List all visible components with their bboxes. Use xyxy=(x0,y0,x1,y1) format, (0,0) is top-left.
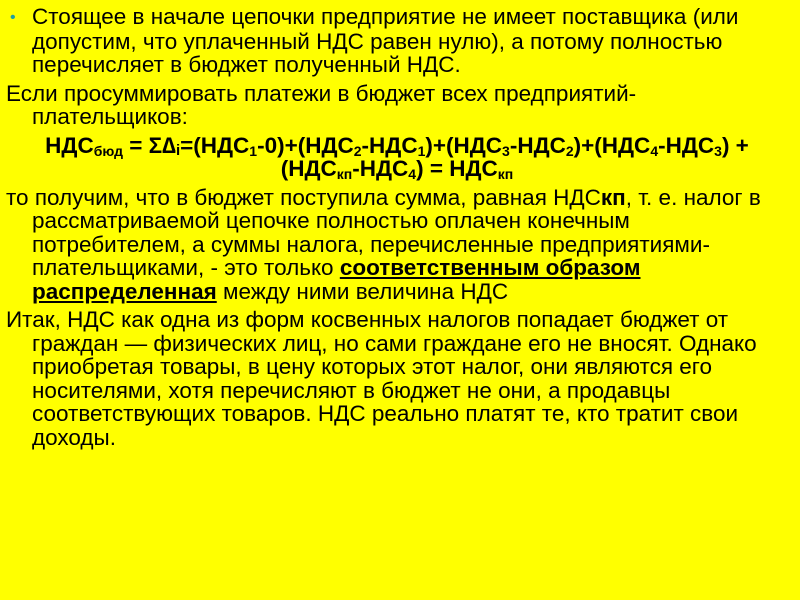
formula-subscript: 3 xyxy=(502,142,510,159)
formula-subscript: 4 xyxy=(650,142,659,159)
paragraph-sum-payments xyxy=(6,82,788,129)
paragraph-intro-text: Стоящее в начале цепочки предприятие не имеет поставщика (или допустим, что уплаченный НДС равен нулю), а потому полностью перечисляет в бюджет полученный НДС. xyxy=(32,4,739,77)
formula-subscript: кп xyxy=(497,166,514,182)
bullet-dot-icon: • xyxy=(10,9,16,26)
formula-part: )+(НДС xyxy=(425,132,503,158)
formula-part: = Σ∆ xyxy=(123,132,176,158)
paragraph-conclusion xyxy=(6,308,788,449)
formula-subscript: 4 xyxy=(408,166,417,182)
formula-part: )+(НДС xyxy=(573,132,651,158)
formula-subscript: 2 xyxy=(353,142,362,159)
formula-part: ) = НДС xyxy=(416,156,498,181)
formula-subscript: бюд xyxy=(93,142,124,159)
paragraph-result-text: то получим, что в бюджет поступила сумма, равная НДС xyxy=(6,184,601,210)
formula-part: -НДС xyxy=(509,132,566,158)
paragraph-conclusion-text: Итак, НДС как одна из форм косвенных налогов попадает бюджет от граждан — физических лиц, но сами граждане его не вносят. Однако приобретая товары, в цену которых этот налог, они являются его носителями, хотя перечисляют в бюджет не они, а продавцы соответствующих товаров. НДС реально платят те, кто тратит свои доходы. xyxy=(6,307,757,450)
paragraph-sum-payments-text: Если просуммировать платежи в бюджет всех предприятий-плательщиков: xyxy=(6,80,637,129)
vat-sum-formula xyxy=(6,134,788,181)
formula-subscript: 2 xyxy=(565,142,574,159)
formula-subscript: кп xyxy=(336,166,353,182)
formula-part: -НДС xyxy=(361,132,418,158)
paragraph-bulleted-intro xyxy=(6,5,788,77)
formula-part: -НДС xyxy=(658,132,715,158)
paragraph-result-bold-subscript: кп xyxy=(600,184,626,210)
formula-subscript: i xyxy=(175,141,181,159)
formula-subscript: 3 xyxy=(714,142,722,159)
paragraph-result xyxy=(6,186,788,304)
paragraph-result-text: между ними величина НДС xyxy=(216,278,509,304)
formula-part: НДС xyxy=(45,132,94,158)
paragraph-result-text: , т. е. налог в рассматриваемой цепочке полностью оплачен конечным потребителем, а суммы налога, перечисленные предприятиями-плательщиками, - это только xyxy=(32,184,761,280)
formula-subscript: 1 xyxy=(417,142,426,159)
formula-part: -НДС xyxy=(352,156,409,181)
formula-part: -0)+(НДС xyxy=(257,132,354,158)
formula-part: ) + (НДС xyxy=(280,132,749,181)
formula-subscript: 1 xyxy=(249,142,258,159)
emphasis-underlined-phrase: соответственным образом распределенная xyxy=(32,255,641,304)
formula-part: =(НДС xyxy=(180,132,250,158)
